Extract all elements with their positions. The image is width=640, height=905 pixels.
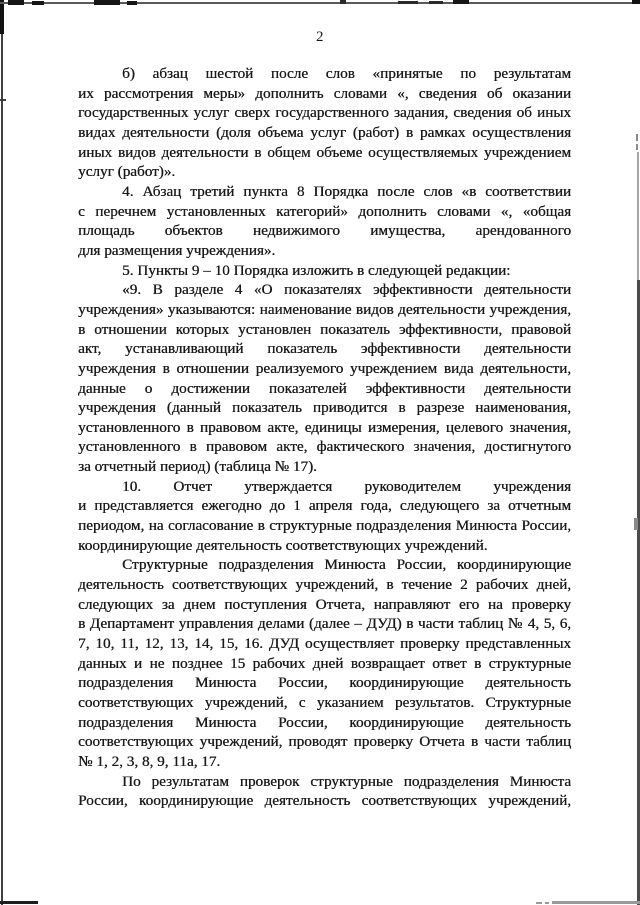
text-line: координирующие деятельность соответствующих учреждений. — [78, 536, 488, 554]
text-line: соответствующих учреждений, проводят проверку Отчета в части таблиц — [78, 733, 571, 751]
text-line: 4. Абзац третий пункта 8 Порядка после слов «в соответствии — [122, 182, 571, 200]
scan-artifact-bottom-dash — [545, 902, 549, 904]
text-line: По результатам проверок структурные подразделения Минюста — [122, 772, 571, 790]
text-line: 10. Отчет утверждается руководителем учреждения — [122, 477, 571, 495]
text-line: деятельность соответствующих учреждений, в течение 2 рабочих дней, — [78, 576, 571, 594]
text-line: за отчетный период) (таблица № 17). — [78, 458, 317, 476]
text-line: акт, устанавливающий показатель эффективности деятельности — [78, 340, 571, 358]
scan-artifact-right-dash — [636, 144, 638, 150]
scan-artifact-top-mark — [127, 1, 137, 5]
text-line: подразделения Минюста России, координирующие деятельность — [78, 674, 571, 692]
scan-artifact-top-mark — [340, 0, 346, 4]
text-line: площадь объектов недвижимого имущества, арендованного — [78, 222, 571, 240]
text-line: видах деятельности (доля объема услуг (работ) в рамках осуществления — [78, 123, 571, 141]
scan-artifact-right-dash — [636, 134, 638, 141]
text-line: учреждения» указываются: наименование видов деятельности учреждения, — [78, 300, 571, 318]
scan-artifact-top-mark — [32, 1, 44, 5]
text-line: б) абзац шестой после слов «принятые по результатам — [122, 65, 571, 82]
text-line: 7, 10, 11, 12, 13, 14, 15, 16. ДУД осуществляет проверку представленных — [78, 635, 571, 653]
scan-artifact-top-mark — [453, 0, 469, 4]
scan-artifact-top-mark — [8, 0, 24, 5]
scan-artifact-top-mark — [398, 1, 418, 4]
text-line: установленного в правовом акте, единицы измерения, целевого значения, — [78, 418, 571, 436]
text-line: учреждения в отношении реализуемого учреждением вида деятельности, — [78, 359, 571, 377]
text-line: с перечнем установленных категорий» дополнить словами «, «общая — [78, 202, 571, 220]
text-line: России, координирующие деятельность соответствующих учреждений, — [78, 792, 571, 810]
scan-artifact-top-right — [632, 0, 640, 4]
scan-artifact-bottom-left — [0, 901, 38, 904]
scan-artifact-left-tick — [0, 99, 6, 101]
scan-artifact-bottom-right — [552, 901, 640, 904]
scan-artifact-top-mark — [429, 1, 443, 4]
text-block — [78, 64, 571, 811]
scan-artifact-left-border — [1, 0, 3, 905]
text-line: периодом, на согласование в структурные подразделения Минюста России, — [78, 517, 571, 535]
text-line: Структурные подразделения Минюста России, координирующие — [122, 556, 571, 574]
text-line: в отношении которых установлен показатель эффективности, правовой — [78, 320, 571, 338]
text-line: учреждения (данный показатель приводится в разрезе наименования, — [78, 399, 571, 417]
text-line: государственных услуг сверх государственного задания, сведения об иных — [78, 104, 571, 122]
scan-artifact-bottom-dash — [536, 902, 542, 904]
text-line: в Департамент управления делами (далее – ДУД) в части таблиц № 4, 5, 6, — [78, 615, 571, 633]
text-line: для размещения учреждения». — [78, 241, 276, 259]
scan-artifact-top-border — [0, 2, 640, 4]
scan-artifact-right-border — [637, 152, 639, 280]
text-line: № 1, 2, 3, 8, 9, 11а, 17. — [78, 752, 221, 770]
text-line: данные о достижении показателей эффективности деятельности — [78, 379, 571, 397]
text-line: иных видов деятельности в общем объеме осуществляемых учреждением — [78, 143, 571, 161]
scan-artifact-right-blob — [634, 518, 638, 530]
page-number: 2 — [316, 29, 324, 45]
text-line: подразделения Минюста России, координирующие деятельность — [78, 713, 571, 731]
text-line: данных и не позднее 15 рабочих дней возвращает ответ в структурные — [78, 654, 571, 672]
text-line: их рассмотрения меры» дополнить словами «, сведения об оказании — [78, 84, 571, 102]
text-line: соответствующих учреждений, с указанием результатов. Структурные — [78, 694, 571, 711]
text-line: «9. В разделе 4 «О показателях эффективности деятельности — [122, 281, 571, 299]
text-line: установленного в правовом акте, фактического значения, достигнутого — [78, 438, 571, 456]
text-line: следующих за днем поступления Отчета, направляют его на проверку — [78, 595, 571, 613]
scan-artifact-top-mark — [94, 0, 120, 5]
text-line: и представляется ежегодно до 1 апреля года, следующего за отчетным — [78, 497, 571, 515]
text-line: услуг (работ)». — [78, 163, 176, 181]
text-line: 5. Пункты 9 – 10 Порядка изложить в следующей редакции: — [122, 261, 511, 279]
